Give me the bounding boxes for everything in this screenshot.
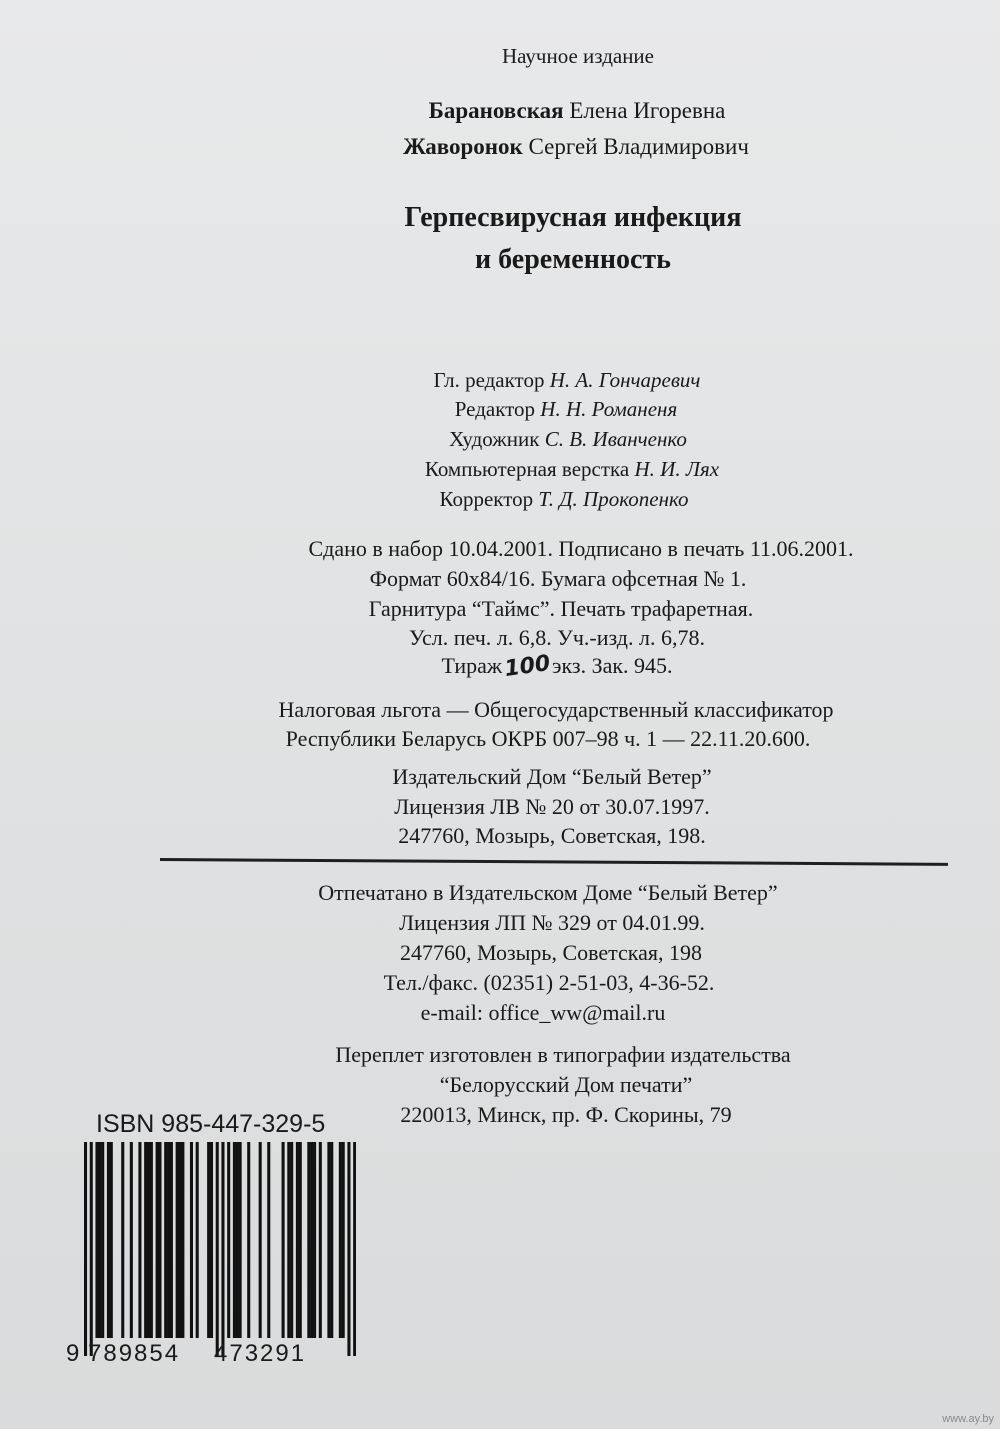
barcode-bar xyxy=(236,1142,239,1338)
barcode-bar xyxy=(353,1142,356,1356)
staff-role: Корректор xyxy=(439,487,534,511)
staff-name: Н. Н. Романеня xyxy=(540,397,678,421)
barcode-bar xyxy=(90,1142,93,1356)
barcode-bar xyxy=(98,1142,101,1338)
barcode-bar xyxy=(150,1142,153,1338)
barcode-bar xyxy=(347,1142,350,1356)
barcode-bar xyxy=(216,1142,219,1356)
barcode-bar xyxy=(290,1142,293,1338)
edition-type: Научное издание xyxy=(501,44,655,68)
author-2-given: Сергей Владимирович xyxy=(528,134,749,159)
barcode-bar xyxy=(221,1142,224,1356)
barcode-bar xyxy=(170,1142,173,1338)
barcode-bar xyxy=(110,1142,113,1338)
barcode-bar xyxy=(190,1142,193,1338)
barcode-bar xyxy=(307,1142,310,1338)
barcode-bar xyxy=(130,1142,133,1338)
print-run-label: Тираж xyxy=(441,653,503,678)
barcode-bar xyxy=(210,1142,213,1338)
binding-line-1: Переплет изготовлен в типографии издательства xyxy=(335,1042,791,1067)
barcode-bar xyxy=(259,1142,262,1338)
barcode-bar xyxy=(296,1142,299,1338)
barcode-bar xyxy=(233,1142,236,1338)
barcode-bar xyxy=(330,1142,333,1338)
staff-proofreader xyxy=(439,487,688,512)
barcode-bar xyxy=(144,1142,147,1338)
staff-role: Редактор xyxy=(454,397,536,421)
barcode-bar xyxy=(342,1142,345,1338)
barcode-bar xyxy=(247,1142,250,1338)
staff-name: С. В. Иванченко xyxy=(544,427,687,451)
site-watermark: www.ay.by xyxy=(942,1413,994,1425)
divider-rule xyxy=(160,858,948,866)
barcode-bar xyxy=(178,1142,181,1338)
barcode-bar xyxy=(267,1142,270,1338)
publisher-name: Издательский Дом “Белый Ветер” xyxy=(392,764,712,789)
tax-line-1: Налоговая льгота — Общегосударственный классификатор xyxy=(278,697,834,722)
author-1 xyxy=(429,98,726,124)
publisher-address: 247760, Мозырь, Советская, 198. xyxy=(398,823,706,848)
staff-layout xyxy=(425,457,719,482)
barcode-bar xyxy=(147,1142,150,1338)
printer-name: Отпечатано в Издательском Доме “Белый Ветер” xyxy=(318,880,778,905)
imprint-dates: Сдано в набор 10.04.2001. Подписано в печать 11.06.2001. xyxy=(308,536,854,561)
barcode-bar xyxy=(156,1142,159,1338)
barcode-digit-first: 9 xyxy=(66,1340,82,1367)
barcode-bar xyxy=(167,1142,170,1338)
staff-role: Гл. редактор xyxy=(433,368,545,392)
staff-role: Компьютерная верстка xyxy=(424,457,630,481)
staff-name: Н. А. Гончаревич xyxy=(549,368,701,392)
barcode xyxy=(84,1142,356,1356)
barcode-bar xyxy=(327,1142,330,1338)
binding-line-3: 220013, Минск, пр. Ф. Скорины, 79 xyxy=(400,1102,732,1127)
barcode-bar xyxy=(239,1142,242,1338)
barcode-bar xyxy=(287,1142,290,1338)
barcode-digits-left: 789854 xyxy=(88,1340,181,1367)
barcode-bar xyxy=(138,1142,141,1338)
publisher-license: Лицензия ЛВ № 20 от 30.07.1997. xyxy=(394,794,710,819)
isbn-number: ISBN 985-447-329-5 xyxy=(96,1110,326,1138)
barcode-bar xyxy=(121,1142,124,1338)
barcode-bar xyxy=(84,1142,87,1356)
book-title-line-2: и беременность xyxy=(475,244,671,275)
staff-chief-editor xyxy=(434,368,701,393)
handwritten-print-run: 100 xyxy=(502,650,552,683)
barcode-bar xyxy=(339,1142,342,1338)
barcode-bar xyxy=(227,1142,230,1338)
barcode-bar xyxy=(207,1142,210,1338)
barcode-digits-right: 473291 xyxy=(214,1340,307,1367)
barcode-bar xyxy=(164,1142,167,1338)
staff-editor xyxy=(455,397,677,422)
print-run-order: экз. Зак. 945. xyxy=(552,653,673,678)
author-2 xyxy=(403,134,749,160)
barcode-bar xyxy=(310,1142,313,1338)
printer-license: Лицензия ЛП № 329 от 04.01.99. xyxy=(399,910,705,935)
binding-line-2: “Белорусский Дом печати” xyxy=(439,1072,693,1097)
imprint-format: Формат 60x84/16. Бумага офсетная № 1. xyxy=(369,566,747,591)
barcode-bar xyxy=(319,1142,322,1338)
barcode-bar xyxy=(313,1142,316,1338)
barcode-bar xyxy=(158,1142,161,1338)
barcode-bar xyxy=(95,1142,98,1338)
staff-name: Т. Д. Прокопенко xyxy=(538,487,689,511)
barcode-bar xyxy=(101,1142,104,1338)
barcode-bar xyxy=(107,1142,110,1338)
author-1-given: Елена Игоревна xyxy=(569,98,726,123)
imprint-sheets: Усл. печ. л. 6,8. Уч.-изд. л. 6,78. xyxy=(409,625,705,650)
imprint-print-run xyxy=(441,650,673,683)
barcode-bar xyxy=(196,1142,199,1338)
barcode-bar xyxy=(299,1142,302,1338)
author-1-surname: Барановская xyxy=(428,98,564,123)
printer-phone: Тел./факс. (02351) 2-51-03, 4-36-52. xyxy=(383,970,715,995)
barcode-bar xyxy=(181,1142,184,1338)
staff-artist xyxy=(449,427,687,452)
printer-email: e-mail: office_ww@mail.ru xyxy=(420,1000,666,1025)
book-title-line-1: Герпесвирусная инфекция xyxy=(404,202,742,233)
barcode-bar xyxy=(282,1142,285,1338)
barcode-bar xyxy=(176,1142,179,1338)
printer-address: 247760, Мозырь, Советская, 198 xyxy=(399,940,703,965)
staff-name: Н. И. Лях xyxy=(634,457,720,481)
staff-role: Художник xyxy=(449,427,540,451)
imprint-typeface: Гарнитура “Таймс”. Печать трафаретная. xyxy=(368,596,754,621)
author-2-surname: Жаворонок xyxy=(403,134,523,159)
tax-line-2: Республики Беларусь ОКРБ 007–98 ч. 1 — 22.11.20.600. xyxy=(285,726,811,751)
